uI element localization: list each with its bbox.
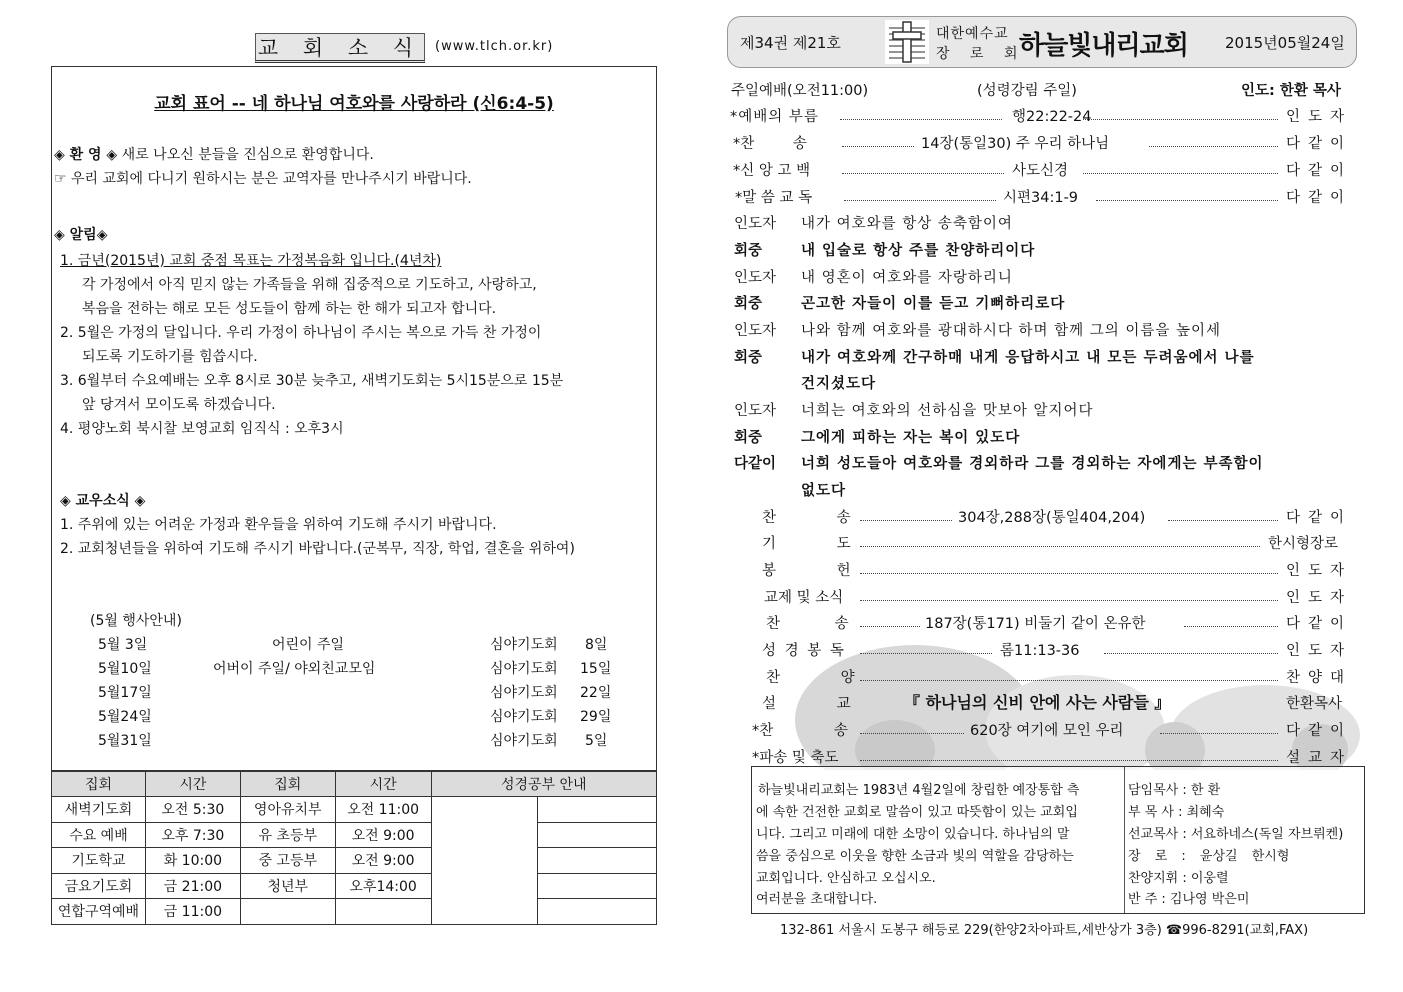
- order-by: 인도자: [1286, 590, 1353, 606]
- table-header: 집회: [240, 772, 335, 797]
- table-cell: 오후14:00: [335, 873, 431, 899]
- bible-study-cell: [538, 873, 657, 899]
- order-label: 설 교: [762, 696, 851, 712]
- church-address: 132-861 서울시 도봉구 해등로 229(한양2차아파트,세반상가 3층) ☎996-8291(교회,FAX): [780, 923, 1309, 938]
- leader-dots: [860, 573, 1278, 574]
- church-logo-icon: [885, 20, 929, 64]
- leader-dots: [1083, 119, 1278, 120]
- order-by: 한시형장로: [1268, 536, 1339, 552]
- order-label: *찬 송: [733, 136, 807, 152]
- staff-line: 장 로 : 윤상길 한시형: [1128, 849, 1290, 864]
- notice-item: 2. 5월은 가정의 달입니다. 우리 가정이 하나님이 주시는 복으로 가득 찬 가정이: [60, 325, 542, 341]
- table-cell: [240, 899, 335, 925]
- leader-dots: [860, 626, 920, 627]
- order-content: 사도신경: [1012, 163, 1069, 179]
- event-date: 5월24일: [98, 709, 152, 725]
- church-url[interactable]: (www.tlch.or.kr): [435, 39, 554, 54]
- reading-who: 인도자: [734, 216, 777, 232]
- leader-dots: [842, 173, 1004, 174]
- table-cell: 오전 5:30: [145, 797, 240, 823]
- table-cell: [335, 899, 431, 925]
- table-row: [52, 797, 657, 823]
- leader-dots: [860, 733, 964, 734]
- reading-who: 인도자: [734, 403, 777, 419]
- leader-dots: [1184, 626, 1278, 627]
- order-content: 304장,288장(통일404,204): [958, 510, 1146, 526]
- reading-text: 너희 성도들아 여호와를 경외하라 그를 경외하는 자에게는 부족함이: [801, 456, 1264, 472]
- reading-who: 회중: [734, 243, 763, 259]
- table-cell: 새벽기도회: [52, 797, 146, 823]
- leader-dots: [860, 760, 1278, 761]
- order-label: *예배의 부름: [730, 109, 819, 125]
- church-motto: 교회 표어 -- 네 하나님 여호와를 사랑하라 (신6:4-5): [154, 94, 554, 114]
- event-count: 5일: [585, 733, 608, 749]
- order-label: *말 씀 교 독: [735, 190, 813, 206]
- service-leader: 인도: 한환 목사: [1241, 83, 1341, 99]
- order-by: 설교자: [1286, 750, 1353, 766]
- table-cell: 수요 예배: [52, 822, 146, 848]
- table-cell: 중 고등부: [240, 848, 335, 874]
- table-cell: 오전 9:00: [335, 822, 431, 848]
- event-date: 5월10일: [98, 661, 152, 677]
- sermon-title: 『 하나님의 신비 안에 사는 사람들 』: [904, 693, 1171, 712]
- leader-dots: [1168, 520, 1278, 521]
- order-label: 성 경 봉 독: [762, 643, 846, 659]
- order-label: 찬 송: [766, 616, 849, 632]
- table-cell: 유 초등부: [240, 822, 335, 848]
- news-box: [51, 66, 657, 771]
- table-row: [52, 873, 657, 899]
- table-header: 시간: [335, 772, 431, 797]
- reading-text: 그에게 피하는 자는 복이 있도다: [801, 430, 1021, 446]
- table-cell: 오전 11:00: [335, 797, 431, 823]
- church-info-box: [751, 766, 1365, 914]
- leader-dots: [842, 146, 914, 147]
- members-heading: ◈ 교우소식 ◈: [60, 493, 146, 509]
- event-host: 심야기도회: [490, 733, 558, 749]
- denomination-line2: 장 로 회: [936, 46, 1026, 62]
- denomination-line1: 대한예수교: [936, 26, 1009, 42]
- info-divider: [1124, 767, 1125, 913]
- order-label: 교제 및 소식: [764, 590, 844, 606]
- order-by: 한환목사: [1286, 696, 1343, 712]
- table-cell: 청년부: [240, 873, 335, 899]
- event-host: 심야기도회: [490, 661, 558, 677]
- church-name: 하늘빛내리교회: [1019, 31, 1188, 61]
- event-count: 15일: [580, 661, 612, 677]
- bible-study-cell: [431, 797, 538, 925]
- notice-heading: ◈ 알림◈: [54, 227, 108, 243]
- bible-study-cell: [538, 822, 657, 848]
- event-date: 5월 3일: [98, 637, 148, 653]
- order-label: *찬 송: [752, 723, 848, 739]
- reading-text: 곤고한 자들이 이를 듣고 기뻐하리로다: [801, 296, 1066, 312]
- intro-line: 여러분을 초대합니다.: [756, 892, 878, 907]
- reading-text: 건지셨도다: [801, 376, 877, 392]
- bible-study-cell: [538, 848, 657, 874]
- reading-text: 없도다: [801, 483, 847, 499]
- table-cell: 화 10:00: [145, 848, 240, 874]
- table-cell: 금 21:00: [145, 873, 240, 899]
- service-title: 주일예배(오전11:00): [731, 83, 869, 99]
- intro-line: 씀을 중심으로 이웃을 향한 소금과 빛의 역할을 감당하는: [756, 849, 1074, 864]
- schedule-table: [51, 771, 657, 925]
- order-label: 찬 송: [762, 510, 851, 526]
- leader-dots: [860, 653, 992, 654]
- order-content: 롬11:13-36: [1000, 643, 1080, 659]
- welcome-line: ◈ 환 영 ◈ 새로 나오신 분들을 진심으로 환영합니다.: [54, 147, 374, 163]
- events-heading: (5월 행사안내): [90, 613, 182, 629]
- order-by: 다같이: [1286, 190, 1353, 206]
- event-count: 22일: [580, 685, 612, 701]
- table-cell: 오후 7:30: [145, 822, 240, 848]
- table-row: [52, 848, 657, 874]
- table-header: 성경공부 안내: [431, 772, 656, 797]
- table-cell: 기도학교: [52, 848, 146, 874]
- table-header: 집회: [52, 772, 146, 797]
- reading-text: 나와 함께 여호와를 광대하시다 하며 함께 그의 이름을 높이세: [801, 323, 1222, 339]
- leader-dots: [860, 600, 1278, 601]
- table-header-row: [52, 772, 657, 797]
- order-label: 기 도: [762, 536, 851, 552]
- event-name: 어버이 주일/ 야외친교모임: [213, 661, 376, 677]
- order-by: 다같이: [1286, 163, 1353, 179]
- welcome-note: ☞ 우리 교회에 다니기 원하시는 분은 교역자를 만나주시기 바랍니다.: [54, 171, 472, 187]
- order-by: 다같이: [1286, 723, 1353, 739]
- leader-dots: [1096, 200, 1278, 201]
- order-by: 인도자: [1286, 643, 1353, 659]
- bible-study-cell: [538, 797, 657, 823]
- table-header: 시간: [145, 772, 240, 797]
- order-label: *신 앙 고 백: [733, 163, 811, 179]
- intro-line: 에 속한 건전한 교회로 말씀이 있고 따뜻함이 있는 교회입: [756, 805, 1078, 820]
- reading-who: 인도자: [734, 323, 777, 339]
- news-title: 교 회 소 식: [255, 33, 425, 63]
- staff-line: 담임목사 : 한 환: [1128, 783, 1221, 798]
- leader-dots: [840, 119, 1002, 120]
- reading-text: 내 영혼이 여호와를 자랑하리니: [801, 270, 1013, 286]
- reading-who: 인도자: [734, 270, 777, 286]
- volume-number: 제34권 제21호: [740, 34, 841, 52]
- staff-line: 찬양지휘 : 이웅렬: [1128, 871, 1229, 886]
- table-row: [52, 899, 657, 925]
- order-content: 187장(통171) 비둘기 같이 온유한: [925, 616, 1146, 632]
- order-by: 인도자: [1286, 563, 1353, 579]
- reading-text: 내가 여호와께 간구하매 내게 응답하시고 내 모든 두려움에서 나를: [801, 350, 1255, 366]
- leader-dots: [860, 520, 952, 521]
- order-content: 시편34:1-9: [1003, 190, 1079, 206]
- event-name: 어린이 주일: [272, 637, 345, 653]
- order-by: 인도자: [1286, 109, 1353, 125]
- reading-who: 다같이: [734, 456, 777, 472]
- intro-line: 하늘빛내리교회는 1983년 4월2일에 창립한 예장통합 측: [758, 783, 1080, 798]
- reading-text: 내가 여호와를 항상 송축함이여: [801, 216, 1013, 232]
- notice-item: 앞 당겨서 모이도록 하겠습니다.: [82, 397, 276, 413]
- table-cell: 연합구역예배: [52, 899, 146, 925]
- notice-item: 4. 평양노회 북시찰 보영교회 임직식 : 오후3시: [60, 421, 344, 437]
- event-host: 심야기도회: [490, 685, 558, 701]
- reading-who: 회중: [734, 350, 763, 366]
- reading-text: 내 입술로 항상 주를 찬양하리이다: [801, 243, 1036, 259]
- table-row: [52, 822, 657, 848]
- reading-text: 너희는 여호와의 선하심을 맛보아 알지어다: [801, 403, 1094, 419]
- event-host: 심야기도회: [490, 709, 558, 725]
- leader-dots: [1104, 653, 1278, 654]
- table-cell: 금요기도회: [52, 873, 146, 899]
- notice-item: 되도록 기도하기를 힘씁시다.: [82, 349, 258, 365]
- leader-dots: [1149, 146, 1278, 147]
- notice-item: 각 가정에서 아직 믿지 않는 가족들을 위해 집중적으로 기도하고, 사랑하고,: [82, 277, 537, 293]
- event-date: 5월31일: [98, 733, 152, 749]
- notice-item: 1. 금년(2015년) 교회 중점 목표는 가정복음화 입니다.(4년차): [60, 253, 442, 269]
- staff-line: 부 목 사 : 최혜숙: [1128, 805, 1225, 820]
- staff-line: 선교목사 : 서요하네스(독일 자브뤼켄): [1128, 827, 1344, 842]
- service-theme: (성령강림 주일): [977, 83, 1077, 99]
- intro-line: 니다. 그리고 미래에 대한 소망이 있습니다. 하나님의 말: [756, 827, 1070, 842]
- order-by: 다같이: [1286, 510, 1353, 526]
- notice-item: 3. 6월부터 수요예배는 오후 8시로 30분 늦추고, 새벽기도회는 5시15분으로 15분: [60, 373, 564, 389]
- reading-who: 회중: [734, 430, 763, 446]
- table-cell: 영아유치부: [240, 797, 335, 823]
- order-label: *파송 및 축도: [752, 750, 839, 766]
- event-count: 29일: [580, 709, 612, 725]
- leader-dots: [1160, 733, 1278, 734]
- bible-study-cell: [538, 899, 657, 925]
- leader-dots: [860, 680, 1278, 681]
- bulletin-date: 2015년05월24일: [1225, 34, 1345, 52]
- members-item: 2. 교회청년들을 위하여 기도해 주시기 바랍니다.(군복무, 직장, 학업, 결혼을 위하여): [60, 541, 575, 557]
- order-label: 봉 헌: [762, 563, 851, 579]
- event-date: 5월17일: [98, 685, 152, 701]
- order-label: 찬 양: [766, 670, 855, 686]
- event-host: 심야기도회: [490, 637, 558, 653]
- order-content: 행22:22-24: [1012, 109, 1092, 125]
- leader-dots: [860, 546, 1260, 547]
- leader-dots: [844, 200, 996, 201]
- order-content: 620장 여기에 모인 우리: [970, 723, 1124, 739]
- event-count: 8일: [585, 637, 608, 653]
- table-cell: 금 11:00: [145, 899, 240, 925]
- members-item: 1. 주위에 있는 어려운 가정과 환우들을 위하여 기도해 주시기 바랍니다.: [60, 517, 497, 533]
- staff-line: 반 주 : 김나영 박은미: [1128, 892, 1250, 907]
- reading-who: 회중: [734, 296, 763, 312]
- order-content: 14장(통일30) 주 우리 하나님: [921, 136, 1110, 152]
- table-cell: 오전 9:00: [335, 848, 431, 874]
- order-by: 찬양대: [1286, 670, 1353, 686]
- leader-dots: [1083, 173, 1278, 174]
- order-by: 다같이: [1286, 136, 1353, 152]
- notice-item: 복음을 전하는 해로 모든 성도들이 함께 하는 한 해가 되고자 합니다.: [82, 301, 497, 317]
- order-by: 다같이: [1286, 616, 1353, 632]
- intro-line: 교회입니다. 안심하고 오십시오.: [756, 871, 936, 886]
- bulletin-header: [727, 16, 1357, 68]
